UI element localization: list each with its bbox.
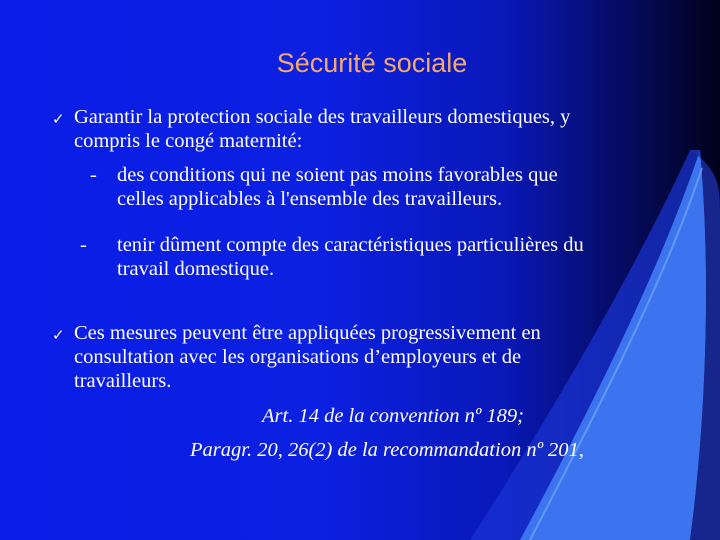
reference-recommendation: Paragr. 20, 26(2) de la recommandation nº 201,: [190, 439, 584, 461]
sub-bullet-2-text: tenir dûment compte des caractéristiques particulières du travail domestique.: [117, 234, 584, 280]
bullet-1-text: Garantir la protection sociale des travailleurs domestiques, y compris le congé maternité:: [74, 106, 571, 152]
slide-title: Sécurité sociale: [276, 48, 468, 78]
sub-bullet-1-dash: -: [90, 164, 97, 186]
checkmark-icon: ✓: [52, 110, 65, 128]
sub-bullet-2-dash: -: [80, 234, 87, 256]
sub-bullet-1-text: des conditions qui ne soient pas moins favorables que celles applicables à l'ensemble des travailleurs.: [117, 164, 558, 210]
checkmark-icon: ✓: [52, 326, 65, 344]
bullet-2-text: Ces mesures peuvent être appliquées progressivement en consultation avec les organisations d’employeurs et de travailleurs.: [74, 322, 541, 392]
reference-convention: Art. 14 de la convention nº 189;: [262, 405, 524, 427]
